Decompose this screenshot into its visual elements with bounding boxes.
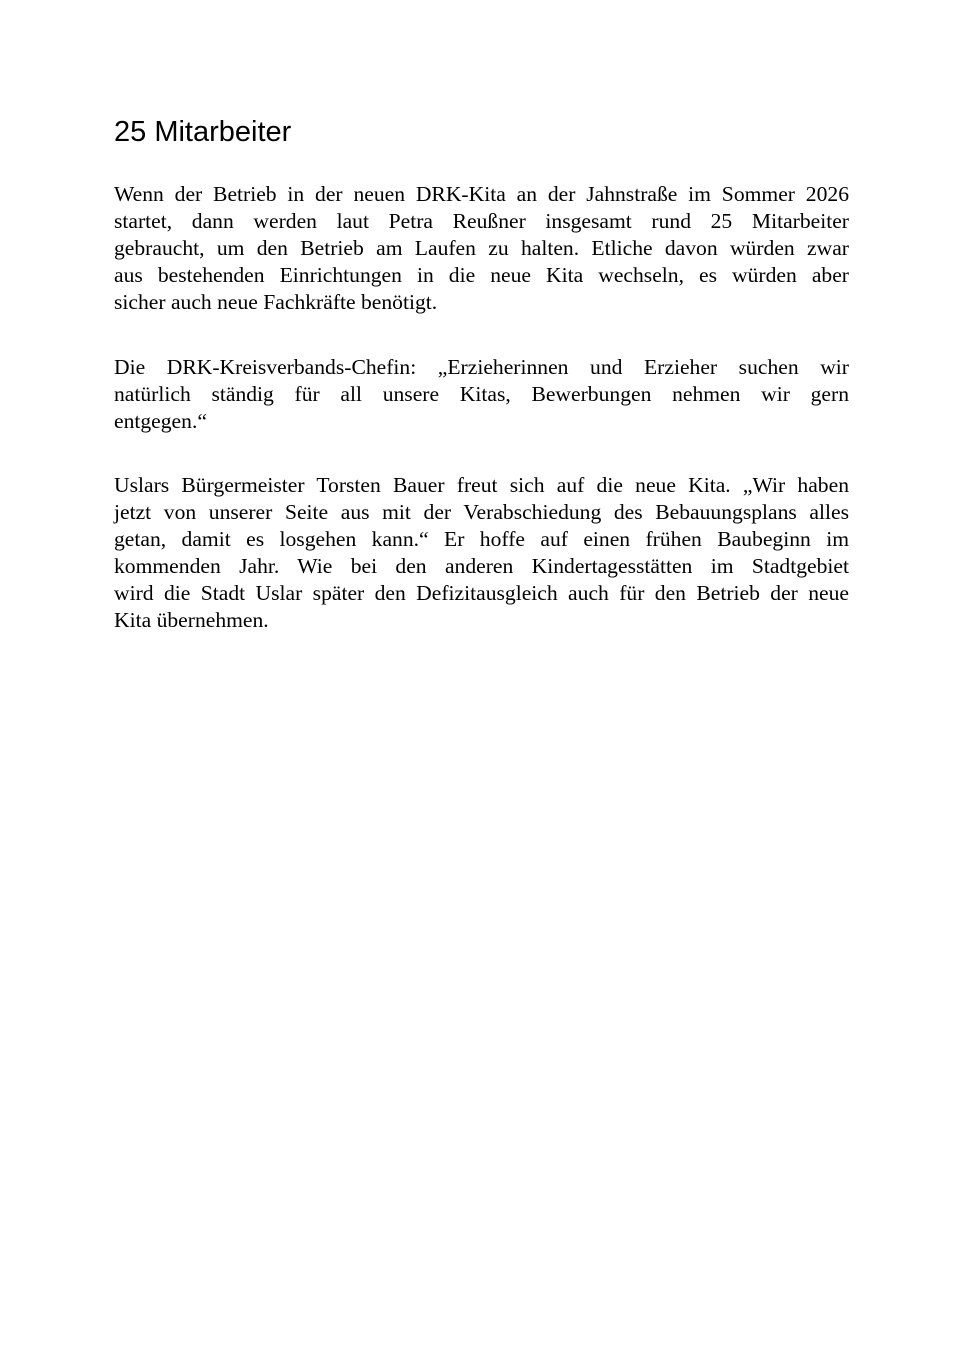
text-line: natürlich ständig für all unsere Kitas, Bewerbungen nehmen wir gern [114,382,849,406]
text-line: jetzt von unserer Seite aus mit der Verabschiedung des Bebauungsplans alles [114,500,849,524]
text-line: aus bestehenden Einrichtungen in die neue Kita wechseln, es würden aber [114,263,849,287]
paragraph-quote-chief [114,354,849,435]
paragraph-mayor [114,472,849,634]
text-line: Kita übernehmen. [114,608,269,632]
text-line: startet, dann werden laut Petra Reußner insgesamt rund 25 Mitarbeiter [114,209,849,233]
text-line: getan, damit es losgehen kann.“ Er hoffe auf einen frühen Baubeginn im [114,527,849,551]
text-line: Wenn der Betrieb in der neuen DRK-Kita an der Jahnstraße im Sommer 2026 [114,182,849,206]
text-line: entgegen.“ [114,409,207,433]
paragraph-staff-needs [114,181,849,316]
text-line: sicher auch neue Fachkräfte benötigt. [114,290,438,314]
page-title: 25 Mitarbeiter [114,116,292,148]
text-line: Uslars Bürgermeister Torsten Bauer freut sich auf die neue Kita. „Wir haben [114,473,849,497]
text-line: wird die Stadt Uslar später den Defizitausgleich auch für den Betrieb der neue [114,581,849,605]
text-line: kommenden Jahr. Wie bei den anderen Kindertagesstätten im Stadtgebiet [114,554,849,578]
text-line: Die DRK-Kreisverbands-Chefin: „Erzieherinnen und Erzieher suchen wir [114,355,849,379]
text-line: gebraucht, um den Betrieb am Laufen zu halten. Etliche davon würden zwar [114,236,849,260]
